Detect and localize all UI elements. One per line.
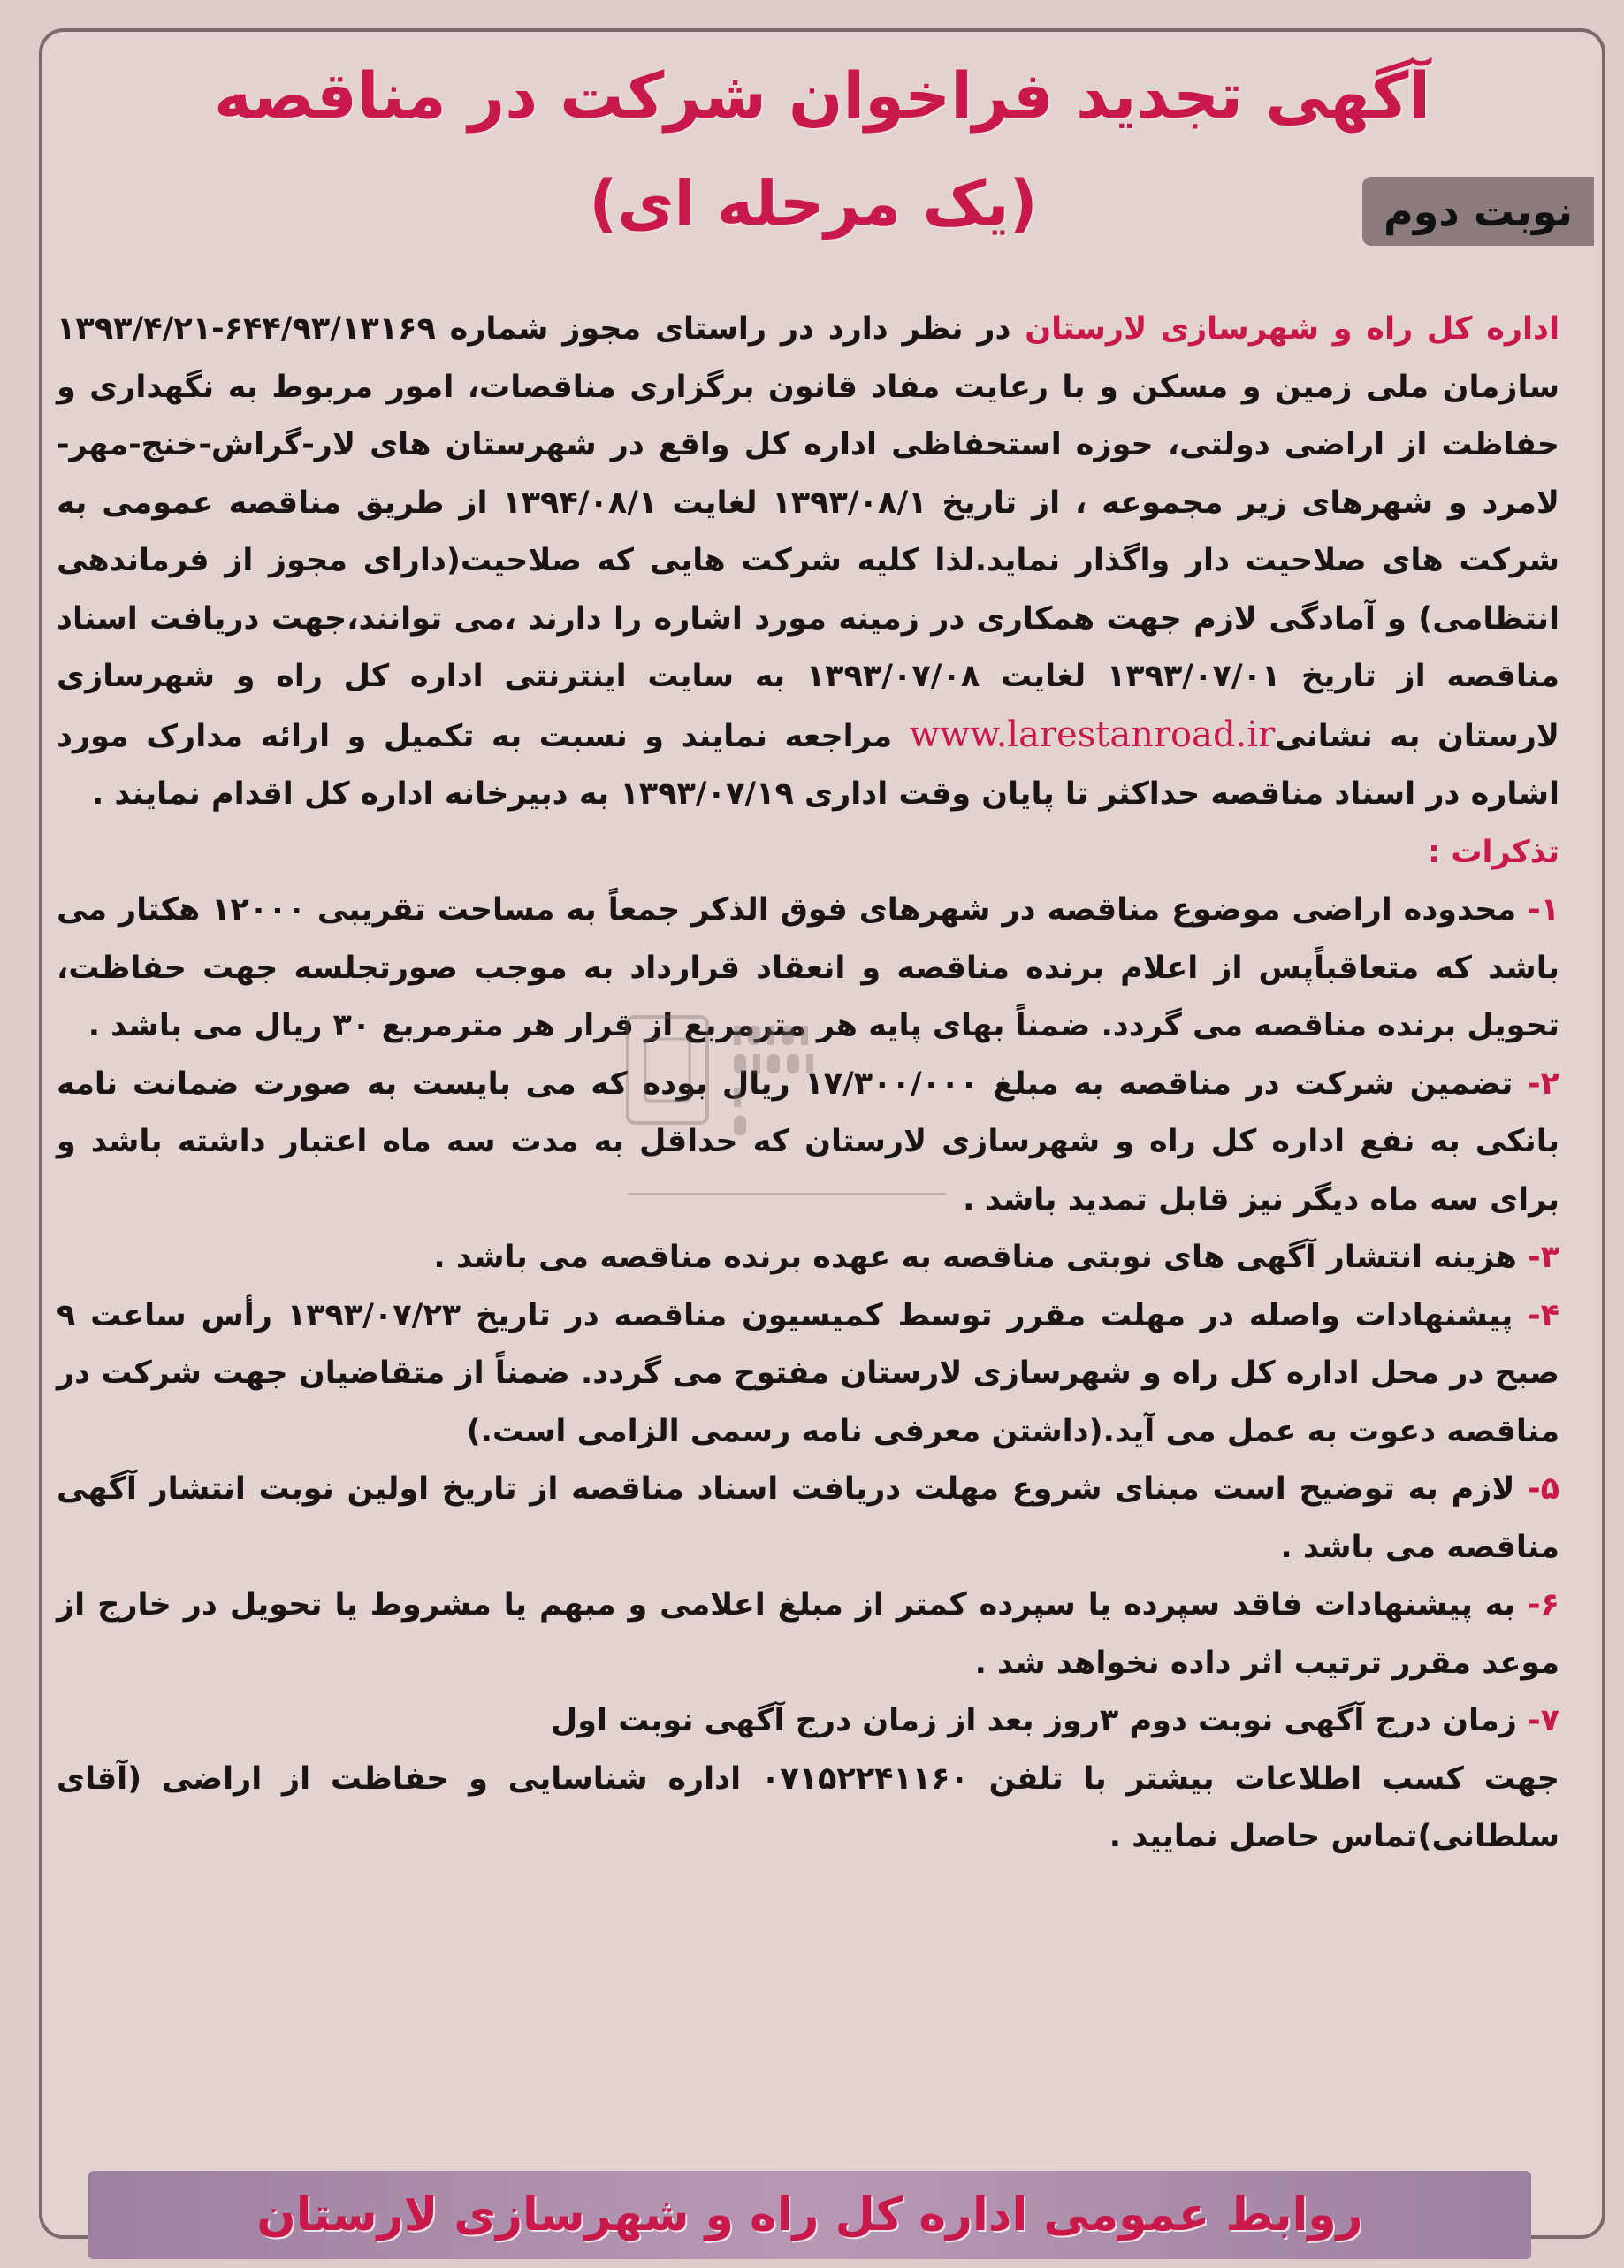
note-text: تضمین شرکت در مناقصه به مبلغ ۱۷/۳۰۰/۰۰۰ ریال بوده که می بایست به صورت ضمانت نامه بانکی به نفع اداره کل راه و شهرسازی لارستان که حداقل به مدت سه ماه اعتبار داشته باشد و برای سه ماه دیگر نیز قابل تمدید باشد . [57, 1065, 1559, 1218]
contact-info: جهت کسب اطلاعات بیشتر با تلفن ۰۷۱۵۲۲۴۱۱۶۰ اداره شناسایی و حفاظت از اراضی (آقای سلطانی)تماس حاصل نمایید . [57, 1760, 1559, 1854]
binary-seal-icon [619, 999, 955, 1256]
footer-signature: روابط عمومی اداره کل راه و شهرسازی لارستان [256, 2188, 1363, 2241]
website-link[interactable]: www.larestanroad.ir [909, 714, 1276, 755]
note-number: ۳- [1528, 1240, 1559, 1275]
note-text: محدوده اراضی موضوع مناقصه در شهرهای فوق الذکر جمعاً به مساحت تقریبی ۱۲۰۰۰ هکتار می باشد که متعاقباًپس از اعلام برنده مناقصه و انعقاد قرارداد به موجب صورتجلسه جهت حفاظت، تحویل برنده مناقصه می گردد. ضمناً بهای پایه هر مترمربع از قرار هر مترمربع ۳۰ ریال می باشد . [57, 892, 1559, 1043]
ad-subtitle: (یک مرحله ای) [589, 167, 1038, 240]
note-text: هزینه انتشار آگهی های نوبتی مناقصه به عهده برنده مناقصه می باشد . [433, 1240, 1529, 1275]
note-number: ۷- [1528, 1703, 1559, 1738]
note-number: ۵- [1528, 1471, 1559, 1507]
note-text: به پیشنهادات فاقد سپرده یا سپرده کمتر از مبلغ اعلامی و مبهم یا مشروط یا تحویل در خارج از موعد مقرر ترتیب اثر داده نخواهد شد . [57, 1587, 1559, 1681]
footer-banner [88, 2171, 1531, 2259]
organization-name: اداره کل راه و شهرسازی لارستان [1025, 311, 1559, 347]
note-text: زمان درج آگهی نوبت دوم ۳روز بعد از زمان درج آگهی نوبت اول [550, 1703, 1529, 1738]
intro-paragraph [57, 301, 1559, 824]
intro-text-part-a: در نظر دارد در راستای مجوز شماره ۶۴۴/۹۳/۱۳۱۶۹-۱۳۹۳/۴/۲۱ سازمان ملی زمین و مسکن و با رعایت مفاد قانون برگزاری مناقصات، امور مربوط به نگهداری و حفاظت از اراضی دولتی، حوزه استحفاظی اداره کل واقع در شهرستان های لار-گراش-خنج-مهر-لامرد و شهرهای زیر مجموعه ، از تاریخ ۱۳۹۳/۰۸/۱ لغایت ۱۳۹۴/۰۸/۱ از طریق مناقصه عمومی به شرکت های صلاحیت دار واگذار نماید.لذا کلیه شرکت هایی که صلاحیت(دارای مجوز از فرماندهی انتظامی) و آمادگی لازم جهت همکاری در زمینه مورد اشاره را دارند ،می توانند،جهت دریافت اسناد مناقصه از تاریخ ۱۳۹۳/۰۷/۰۱ لغایت ۱۳۹۳/۰۷/۰۸ به سایت اینترنتی اداره کل راه و شهرسازی لارستان به نشانی [57, 311, 1560, 754]
notes-heading: تذکرات : [1428, 834, 1559, 870]
note-item [57, 1461, 1559, 1577]
note-number: ۱- [1528, 892, 1560, 928]
note-item [57, 1577, 1559, 1692]
note-number: ۲- [1528, 1065, 1559, 1102]
note-number: ۶- [1528, 1587, 1559, 1623]
edition-badge: نوبت دوم [1362, 177, 1594, 246]
ad-title: آگهی تجدید فراخوان شرکت در مناقصه [213, 58, 1430, 133]
note-text: پیشنهادات واصله در مهلت مقرر توسط کمیسیون مناقصه در تاریخ ۱۳۹۳/۰۷/۲۳ رأس ساعت ۹ صبح در محل اداره کل راه و شهرسازی لارستان مفتوح می گردد. ضمناً از متقاضیان جهت شرکت در مناقصه دعوت به عمل می آید.(داشتن معرفی نامه رسمی الزامی است.) [57, 1297, 1559, 1449]
intro-text-part-b: مراجعه نمایند و نسبت به تکمیل و ارائه مدارک مورد اشاره در اسناد مناقصه حداکثر تا پایان وقت اداری ۱۳۹۳/۰۷/۱۹ به دبیرخانه اداره کل اقدام نمایند . [57, 718, 1559, 812]
note-item [57, 1692, 1559, 1751]
note-number: ۴- [1528, 1297, 1559, 1333]
note-item [57, 1287, 1559, 1462]
note-text: لازم به توضیح است مبنای شروع مهلت دریافت اسناد مناقصه از تاریخ اولین نوبت انتشار آگهی مناقصه می باشد . [57, 1471, 1559, 1565]
